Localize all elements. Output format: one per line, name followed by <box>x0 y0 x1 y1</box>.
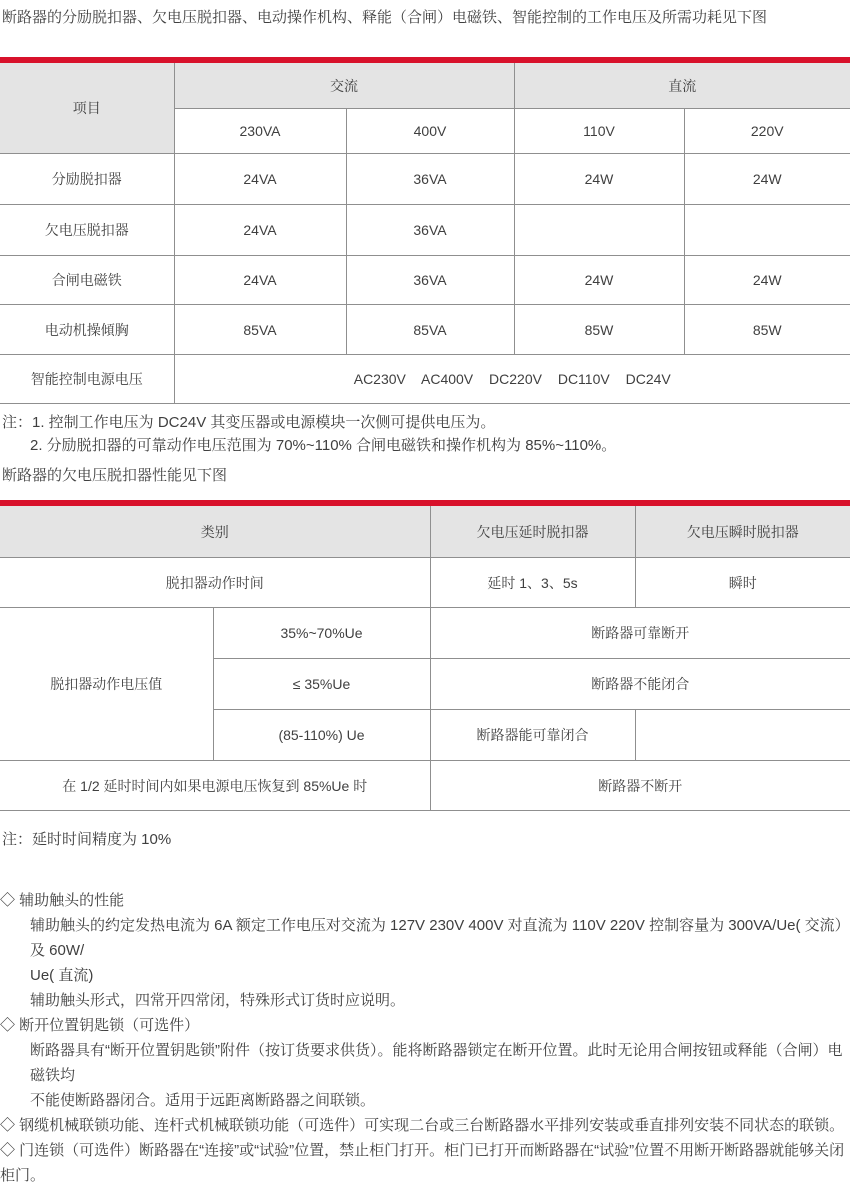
recovery-row <box>0 761 850 811</box>
table-row <box>0 256 850 305</box>
cell-result: 断路器不能闭合 <box>430 659 850 710</box>
cell-value: 85W <box>684 305 850 355</box>
table-row <box>0 205 850 256</box>
cell-result: 断路器不断开 <box>430 761 850 811</box>
cell-value <box>684 205 850 256</box>
undervoltage-section-intro: 断路器的欠电压脱扣器性能见下图 <box>2 467 228 484</box>
feature-detail-line: 不能使断路器闭合。适用于远距离断路器之间联锁。 <box>30 1092 376 1109</box>
undervoltage-table <box>0 506 850 811</box>
cell-value: 24W <box>684 256 850 305</box>
note-line: 2. 分励脱扣器的可靠动作电压范围为 70%~110% 合闸电磁铁和操作机构为 85%~110%。 <box>30 437 617 454</box>
cell-value: 85VA <box>174 305 346 355</box>
feature-bullet-line: ◇ 钢缆机械联锁功能、连杆式机械联锁功能（可选件）可实现二台或三台断路器水平排列安装或垂直排列安装不同状态的联锁。 <box>0 1117 845 1134</box>
header-category: 类别 <box>0 506 430 558</box>
page-intro-text: 断路器的分励脱扣器、欠电压脱扣器、电动操作机构、释能（合闸）电磁铁、智能控制的工作电压及所需功耗见下图 <box>2 9 768 26</box>
voltage-range: ≤ 35%Ue <box>213 659 430 710</box>
feature-detail-line: 辅助触头的约定发热电流为 6A 额定工作电压对交流为 127V 230V 400V 对直流为 110V 220V 控制容量为 300VA/Ue( 交流）及 60W/ <box>30 917 850 959</box>
row-label: 脱扣器动作时间 <box>0 558 430 608</box>
header-dc: 直流 <box>514 63 850 109</box>
voltage-row <box>0 608 850 659</box>
row-label: 欠电压脱扣器 <box>0 205 174 256</box>
table-row <box>0 154 850 205</box>
row-label: 分励脱扣器 <box>0 154 174 205</box>
cell-value: 24W <box>514 256 684 305</box>
note-line: 注：1. 控制工作电压为 DC24V 其变压器或电源模块一次侧可提供电压为。 <box>2 414 496 431</box>
cell-empty <box>635 710 850 761</box>
feature-bullet-line: ◇ 断开位置钥匙锁（可选件） <box>0 1017 200 1034</box>
header-delay-release: 欠电压延时脱扣器 <box>430 506 635 558</box>
cell-value: 24VA <box>174 256 346 305</box>
cell-result: 断路器能可靠闭合 <box>430 710 635 761</box>
header-row <box>0 506 850 558</box>
header-row-1 <box>0 63 850 109</box>
header-col-220v: 220V <box>684 109 850 154</box>
cell-value <box>514 205 684 256</box>
header-instant-release: 欠电压瞬时脱扣器 <box>635 506 850 558</box>
undervoltage-table-note: 注：延时时间精度为 10% <box>2 831 172 848</box>
cell-value: 24VA <box>174 205 346 256</box>
header-col-230va: 230VA <box>174 109 346 154</box>
features-list <box>0 888 850 1188</box>
cell-value: 延时 1、3、5s <box>430 558 635 608</box>
undervoltage-table-section <box>0 500 850 811</box>
power-consumption-table <box>0 63 850 404</box>
voltage-range: (85-110%) Ue <box>213 710 430 761</box>
voltage-range: 35%~70%Ue <box>213 608 430 659</box>
cell-value: 85VA <box>346 305 514 355</box>
cell-value: 瞬时 <box>635 558 850 608</box>
row-label: 电动机操傾胸 <box>0 305 174 355</box>
header-col-110v: 110V <box>514 109 684 154</box>
cell-value: 24W <box>684 154 850 205</box>
smart-control-row <box>0 355 850 404</box>
header-item: 项目 <box>0 63 174 154</box>
cell-value: 85W <box>514 305 684 355</box>
feature-detail-line: Ue( 直流) <box>30 967 94 984</box>
header-col-400v: 400V <box>346 109 514 154</box>
cell-result: 断路器可靠断开 <box>430 608 850 659</box>
cell-value: 36VA <box>346 205 514 256</box>
feature-bullet-line: ◇ 辅助触头的性能 <box>0 892 125 909</box>
action-time-row <box>0 558 850 608</box>
power-consumption-table-section <box>0 57 850 404</box>
power-table-notes <box>2 411 850 457</box>
row-label: 在 1/2 延时时间内如果电源电压恢复到 85%Ue 时 <box>0 761 430 811</box>
row-label: 智能控制电源电压 <box>0 355 174 404</box>
cell-value: 36VA <box>346 154 514 205</box>
voltage-group-label: 脱扣器动作电压值 <box>0 608 213 761</box>
feature-bullet-line: ◇ 门连锁（可选件）断路器在“连接”或“试验”位置，禁止柜门打开。柜门已打开而断路器在“试验”位置不用断开断路器就能够关闭柜门。 <box>0 1142 845 1184</box>
feature-detail-line: 断路器具有“断开位置钥匙锁”附件（按订货要求供货）。能将断路器锁定在断开位置。此时无论用合闸按钮或释能（合闸）电磁铁均 <box>30 1042 843 1084</box>
cell-value: 24W <box>514 154 684 205</box>
table-row <box>0 305 850 355</box>
row-label: 合闸电磁铁 <box>0 256 174 305</box>
cell-value: 24VA <box>174 154 346 205</box>
smart-control-voltages: AC230V AC400V DC220V DC110V DC24V <box>174 355 850 404</box>
cell-value: 36VA <box>346 256 514 305</box>
feature-detail-line: 辅助触头形式，四常开四常闭，特殊形式订货时应说明。 <box>30 992 406 1009</box>
header-ac: 交流 <box>174 63 514 109</box>
